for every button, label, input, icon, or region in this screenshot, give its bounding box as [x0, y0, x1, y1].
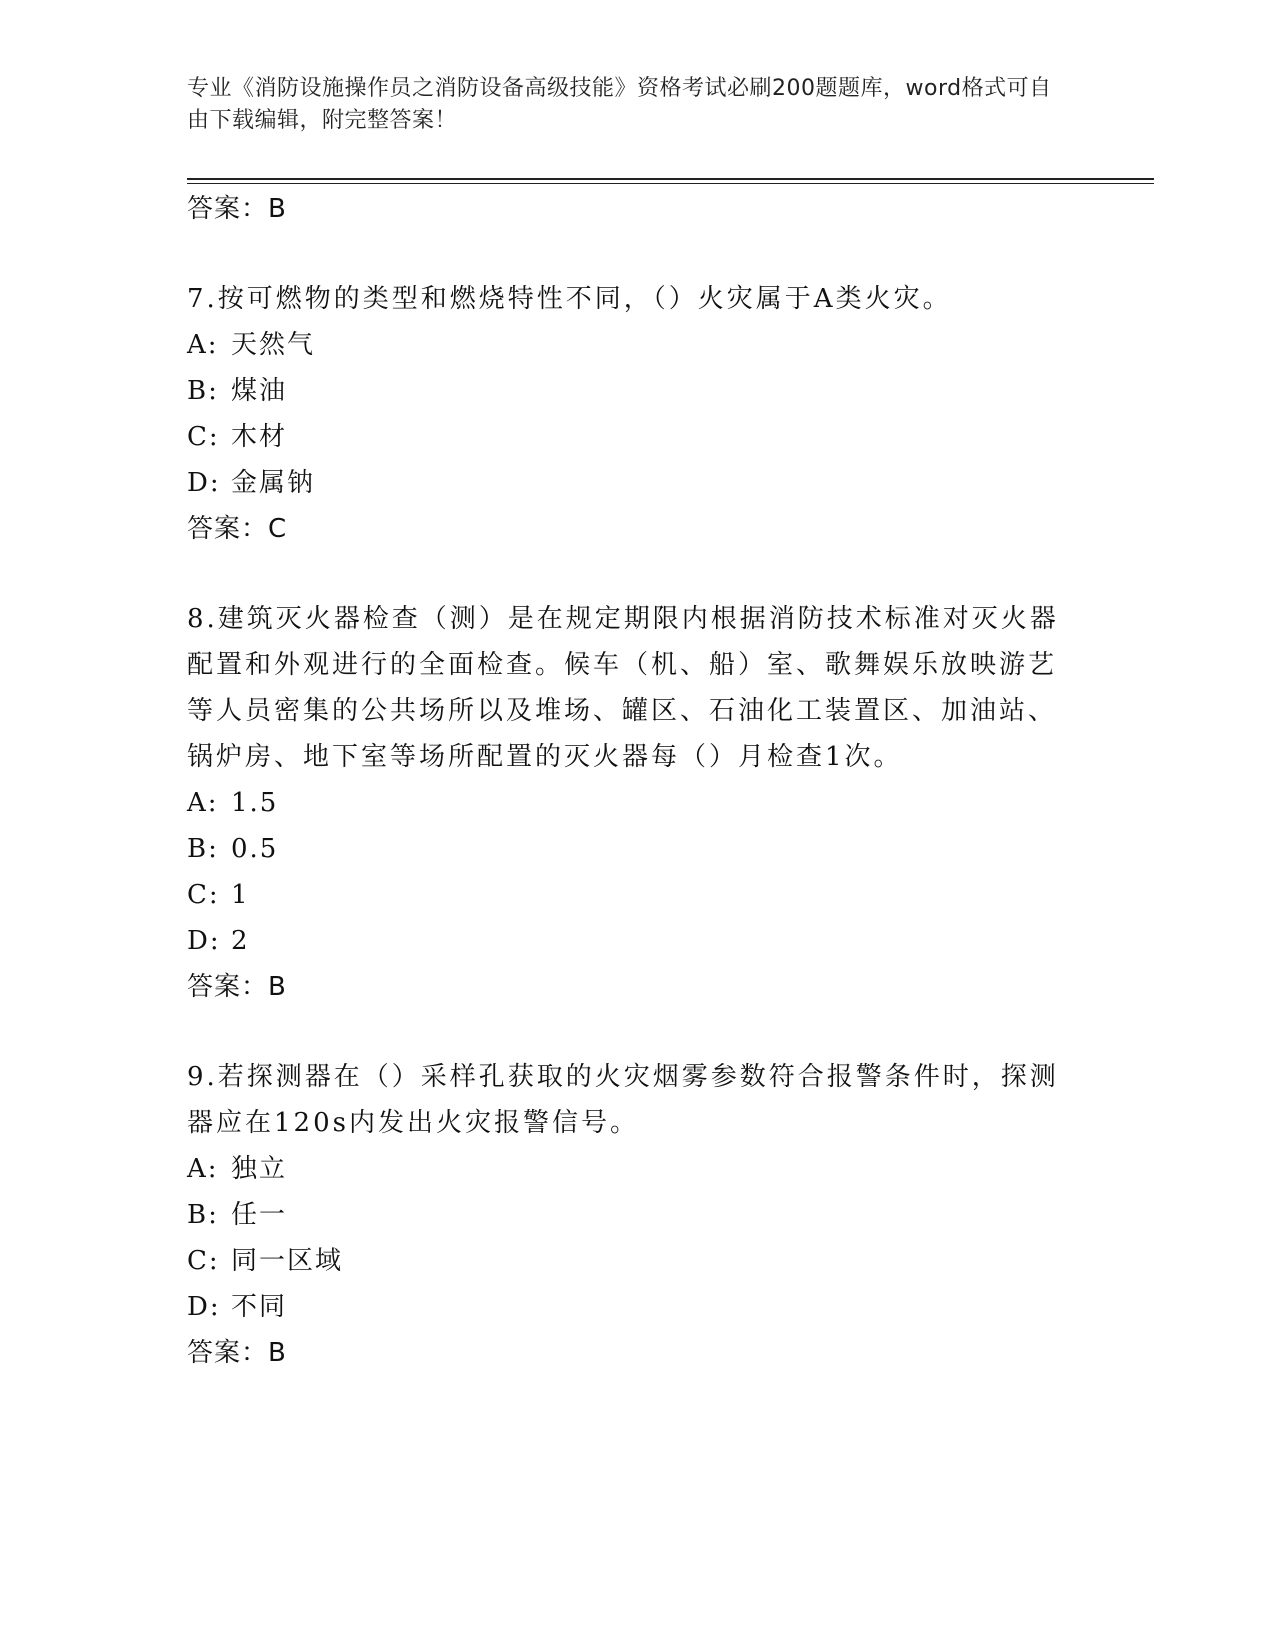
spacer — [187, 1010, 1067, 1054]
option-text: 金属钠 — [231, 468, 316, 498]
option-a — [187, 322, 1067, 368]
answer-value: B — [268, 972, 286, 1002]
question-text: 7.按可燃物的类型和燃烧特性不同，（）火灾属于A类火灾。 — [187, 284, 952, 314]
option-text: 不同 — [231, 1292, 288, 1322]
option-letter: A: — [187, 788, 219, 818]
option-text: 木材 — [231, 422, 288, 452]
option-text: 独立 — [231, 1154, 288, 1184]
option-letter: A: — [187, 330, 219, 360]
header-divider-thin — [187, 183, 1154, 184]
option-text: 1.5 — [231, 788, 279, 818]
answer-label: 答案： — [187, 972, 269, 1002]
header-divider-thick — [187, 178, 1154, 180]
question-7 — [187, 276, 1067, 552]
spacer — [187, 232, 1067, 276]
option-text: 天然气 — [231, 330, 316, 360]
option-letter: D: — [187, 926, 221, 956]
page-header: 专业《消防设施操作员之消防设备高级技能》资格考试必刷200题题库，word格式可自由下载编辑，附完整答案！ — [187, 76, 1052, 133]
option-b — [187, 826, 1067, 872]
option-d — [187, 460, 1067, 506]
question-8 — [187, 596, 1067, 1010]
question-9 — [187, 1054, 1067, 1376]
option-text: 同一区域 — [231, 1246, 344, 1276]
question-list — [187, 186, 1067, 1376]
option-text: 1 — [231, 880, 250, 910]
option-a — [187, 1146, 1067, 1192]
option-letter: C: — [187, 1246, 220, 1276]
answer-value: B — [268, 194, 286, 224]
previous-answer — [187, 186, 1067, 232]
option-letter: D: — [187, 1292, 221, 1322]
spacer — [187, 552, 1067, 596]
option-text: 0.5 — [231, 834, 279, 864]
option-letter: C: — [187, 422, 220, 452]
document-page — [187, 0, 1147, 1650]
option-b — [187, 1192, 1067, 1238]
answer-line — [187, 506, 1067, 552]
option-letter: B: — [187, 834, 219, 864]
answer-line — [187, 1330, 1067, 1376]
option-c — [187, 414, 1067, 460]
option-text: 任一 — [231, 1200, 288, 1230]
option-letter: A: — [187, 1154, 219, 1184]
answer-label: 答案： — [187, 194, 269, 224]
option-letter: B: — [187, 376, 219, 406]
answer-label: 答案： — [187, 514, 269, 544]
option-letter: B: — [187, 1200, 219, 1230]
option-d — [187, 1284, 1067, 1330]
option-d — [187, 918, 1067, 964]
option-c — [187, 872, 1067, 918]
option-letter: D: — [187, 468, 221, 498]
option-a — [187, 780, 1067, 826]
answer-value: B — [268, 1338, 286, 1368]
option-b — [187, 368, 1067, 414]
answer-label: 答案： — [187, 1338, 269, 1368]
option-text: 煤油 — [231, 376, 288, 406]
question-text: 9.若探测器在（）采样孔获取的火灾烟雾参数符合报警条件时，探测器应在120s内发出火灾报警信号。 — [187, 1062, 1059, 1138]
answer-line — [187, 964, 1067, 1010]
option-text: 2 — [231, 926, 250, 956]
option-c — [187, 1238, 1067, 1284]
answer-value: C — [268, 514, 287, 544]
option-letter: C: — [187, 880, 220, 910]
question-text: 8.建筑灭火器检查（测）是在规定期限内根据消防技术标准对灭火器配置和外观进行的全面检查。候车（机、船）室、歌舞娱乐放映游艺等人员密集的公共场所以及堆场、罐区、石油化工装置区、加油站、锅炉房、地下室等场所配置的灭火器每（）月检查1次。 — [187, 604, 1059, 772]
